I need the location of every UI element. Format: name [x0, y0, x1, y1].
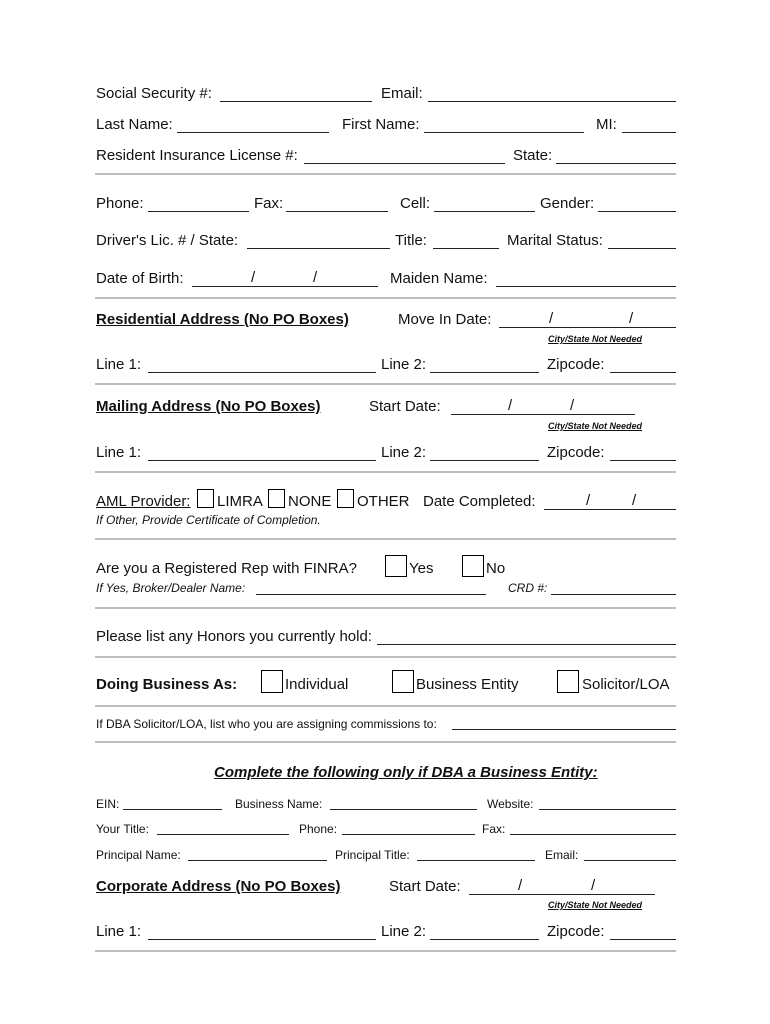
- corporate-line1-field[interactable]: [148, 939, 376, 940]
- aml-date-completed-label: Date Completed:: [423, 493, 536, 510]
- date-separator: /: [591, 877, 596, 894]
- residential-address-heading: Residential Address (No PO Boxes): [96, 311, 349, 328]
- corporate-start-date-field[interactable]: [469, 894, 655, 895]
- gender-field[interactable]: [598, 211, 676, 212]
- finra-yes-checkbox[interactable]: [385, 555, 407, 577]
- mi-field[interactable]: [622, 132, 676, 133]
- first-name-label: First Name:: [342, 116, 420, 133]
- title-label: Title:: [395, 232, 427, 249]
- business-name-label: Business Name:: [235, 797, 323, 811]
- date-separator: /: [518, 877, 523, 894]
- phone-field[interactable]: [148, 211, 249, 212]
- aml-date-completed-field[interactable]: [544, 509, 676, 510]
- aml-provider-label: AML Provider:: [96, 493, 191, 510]
- mailing-line2-label: Line 2:: [381, 444, 427, 461]
- principal-title-field[interactable]: [417, 860, 535, 861]
- honors-field[interactable]: [377, 644, 676, 645]
- date-separator: /: [629, 310, 634, 327]
- move-in-date-label: Move In Date:: [398, 311, 492, 328]
- dba-individual-checkbox[interactable]: [261, 670, 283, 693]
- broker-dealer-label: If Yes, Broker/Dealer Name:: [96, 581, 246, 595]
- drivers-lic-field[interactable]: [247, 248, 390, 249]
- corporate-zipcode-label: Zipcode:: [547, 923, 605, 940]
- city-state-note: City/State Not Needed: [548, 421, 643, 431]
- maiden-name-field[interactable]: [496, 286, 676, 287]
- ssn-field[interactable]: [220, 101, 372, 102]
- aml-other-note: If Other, Provide Certificate of Completion.: [96, 513, 321, 527]
- mailing-start-date-label: Start Date:: [369, 398, 441, 415]
- fax-field[interactable]: [286, 211, 388, 212]
- date-separator: /: [508, 397, 513, 414]
- entity-fax-field[interactable]: [510, 834, 676, 835]
- residential-line1-field[interactable]: [148, 372, 376, 373]
- maiden-name-label: Maiden Name:: [390, 270, 488, 287]
- aml-other-checkbox[interactable]: [337, 489, 354, 508]
- crd-label: CRD #:: [508, 581, 548, 595]
- date-separator: /: [549, 310, 554, 327]
- mailing-address-heading: Mailing Address (No PO Boxes): [96, 398, 321, 415]
- last-name-field[interactable]: [177, 132, 329, 133]
- state-field[interactable]: [556, 163, 676, 164]
- marital-status-label: Marital Status:: [507, 232, 603, 249]
- dba-individual-label: Individual: [285, 676, 349, 693]
- mi-label: MI:: [596, 116, 617, 133]
- date-separator: /: [313, 269, 318, 286]
- finra-no-checkbox[interactable]: [462, 555, 484, 577]
- business-name-field[interactable]: [330, 809, 477, 810]
- section-divider: [95, 950, 676, 952]
- corporate-address-heading: Corporate Address (No PO Boxes): [96, 878, 341, 895]
- city-state-note: City/State Not Needed: [548, 900, 643, 910]
- section-divider: [95, 383, 676, 385]
- aml-limra-label: LIMRA: [217, 493, 263, 510]
- website-label: Website:: [487, 797, 534, 811]
- your-title-field[interactable]: [157, 834, 289, 835]
- mailing-line1-field[interactable]: [148, 460, 376, 461]
- website-field[interactable]: [539, 809, 676, 810]
- aml-none-checkbox[interactable]: [268, 489, 285, 508]
- drivers-lic-label: Driver's Lic. # / State:: [96, 232, 239, 249]
- principal-title-label: Principal Title:: [335, 848, 410, 862]
- entity-email-label: Email:: [545, 848, 579, 862]
- section-divider: [95, 705, 676, 707]
- cell-field[interactable]: [434, 211, 535, 212]
- entity-fax-label: Fax:: [482, 822, 506, 836]
- corporate-zipcode-field[interactable]: [610, 939, 676, 940]
- marital-status-field[interactable]: [608, 248, 676, 249]
- city-state-note: City/State Not Needed: [548, 334, 643, 344]
- cell-label: Cell:: [400, 195, 431, 212]
- title-field[interactable]: [433, 248, 499, 249]
- section-divider: [95, 297, 676, 299]
- residential-line2-field[interactable]: [430, 372, 539, 373]
- residential-zipcode-field[interactable]: [610, 372, 676, 373]
- ssn-label: Social Security #:: [96, 85, 212, 102]
- phone-label: Phone:: [96, 195, 144, 212]
- ein-field[interactable]: [123, 809, 222, 810]
- aml-other-label: OTHER: [357, 493, 410, 510]
- your-title-label: Your Title:: [96, 822, 149, 836]
- date-separator: /: [586, 492, 591, 509]
- corporate-line1-label: Line 1:: [96, 923, 142, 940]
- dob-label: Date of Birth:: [96, 270, 184, 287]
- broker-dealer-field[interactable]: [256, 594, 486, 595]
- finra-no-label: No: [486, 560, 506, 577]
- email-field[interactable]: [428, 101, 676, 102]
- dob-field[interactable]: [192, 286, 378, 287]
- entity-phone-label: Phone:: [299, 822, 338, 836]
- finra-question: Are you a Registered Rep with FINRA?: [96, 560, 357, 577]
- license-field[interactable]: [304, 163, 505, 164]
- ein-label: EIN:: [96, 797, 120, 811]
- finra-yes-label: Yes: [409, 560, 434, 577]
- entity-email-field[interactable]: [584, 860, 676, 861]
- mailing-line1-label: Line 1:: [96, 444, 142, 461]
- dba-assign-field[interactable]: [452, 729, 676, 730]
- crd-field[interactable]: [551, 594, 676, 595]
- aml-limra-checkbox[interactable]: [197, 489, 214, 508]
- license-label: Resident Insurance License #:: [96, 147, 298, 164]
- dba-solicitor-label: Solicitor/LOA: [582, 676, 670, 693]
- section-divider: [95, 538, 676, 540]
- principal-name-label: Principal Name:: [96, 848, 181, 862]
- mailing-zipcode-field[interactable]: [610, 460, 676, 461]
- gender-label: Gender:: [540, 195, 595, 212]
- entity-phone-field[interactable]: [342, 834, 475, 835]
- dba-business-entity-checkbox[interactable]: [392, 670, 414, 693]
- section-divider: [95, 741, 676, 743]
- residential-zipcode-label: Zipcode:: [547, 356, 605, 373]
- mailing-line2-field[interactable]: [430, 460, 539, 461]
- state-label: State:: [513, 147, 553, 164]
- section-divider: [95, 607, 676, 609]
- principal-name-field[interactable]: [188, 860, 327, 861]
- aml-none-label: NONE: [288, 493, 332, 510]
- residential-line1-label: Line 1:: [96, 356, 142, 373]
- honors-label: Please list any Honors you currently hold:: [96, 628, 372, 645]
- residential-line2-label: Line 2:: [381, 356, 427, 373]
- business-entity-heading: Complete the following only if DBA a Business Entity:: [214, 764, 598, 781]
- dba-assign-label: If DBA Solicitor/LOA, list who you are assigning commissions to:: [96, 717, 437, 731]
- mailing-start-date-field[interactable]: [451, 414, 635, 415]
- fax-label: Fax:: [254, 195, 284, 212]
- mailing-zipcode-label: Zipcode:: [547, 444, 605, 461]
- section-divider: [95, 173, 676, 175]
- dba-label: Doing Business As:: [96, 676, 238, 693]
- email-label: Email:: [381, 85, 423, 102]
- date-separator: /: [251, 269, 256, 286]
- dba-solicitor-checkbox[interactable]: [557, 670, 579, 693]
- dba-business-entity-label: Business Entity: [416, 676, 519, 693]
- corporate-line2-field[interactable]: [430, 939, 539, 940]
- first-name-field[interactable]: [424, 132, 584, 133]
- corporate-line2-label: Line 2:: [381, 923, 427, 940]
- section-divider: [95, 656, 676, 658]
- move-in-date-field[interactable]: [499, 327, 676, 328]
- date-separator: /: [570, 397, 575, 414]
- section-divider: [95, 471, 676, 473]
- corporate-start-date-label: Start Date:: [389, 878, 461, 895]
- last-name-label: Last Name:: [96, 116, 173, 133]
- date-separator: /: [632, 492, 637, 509]
